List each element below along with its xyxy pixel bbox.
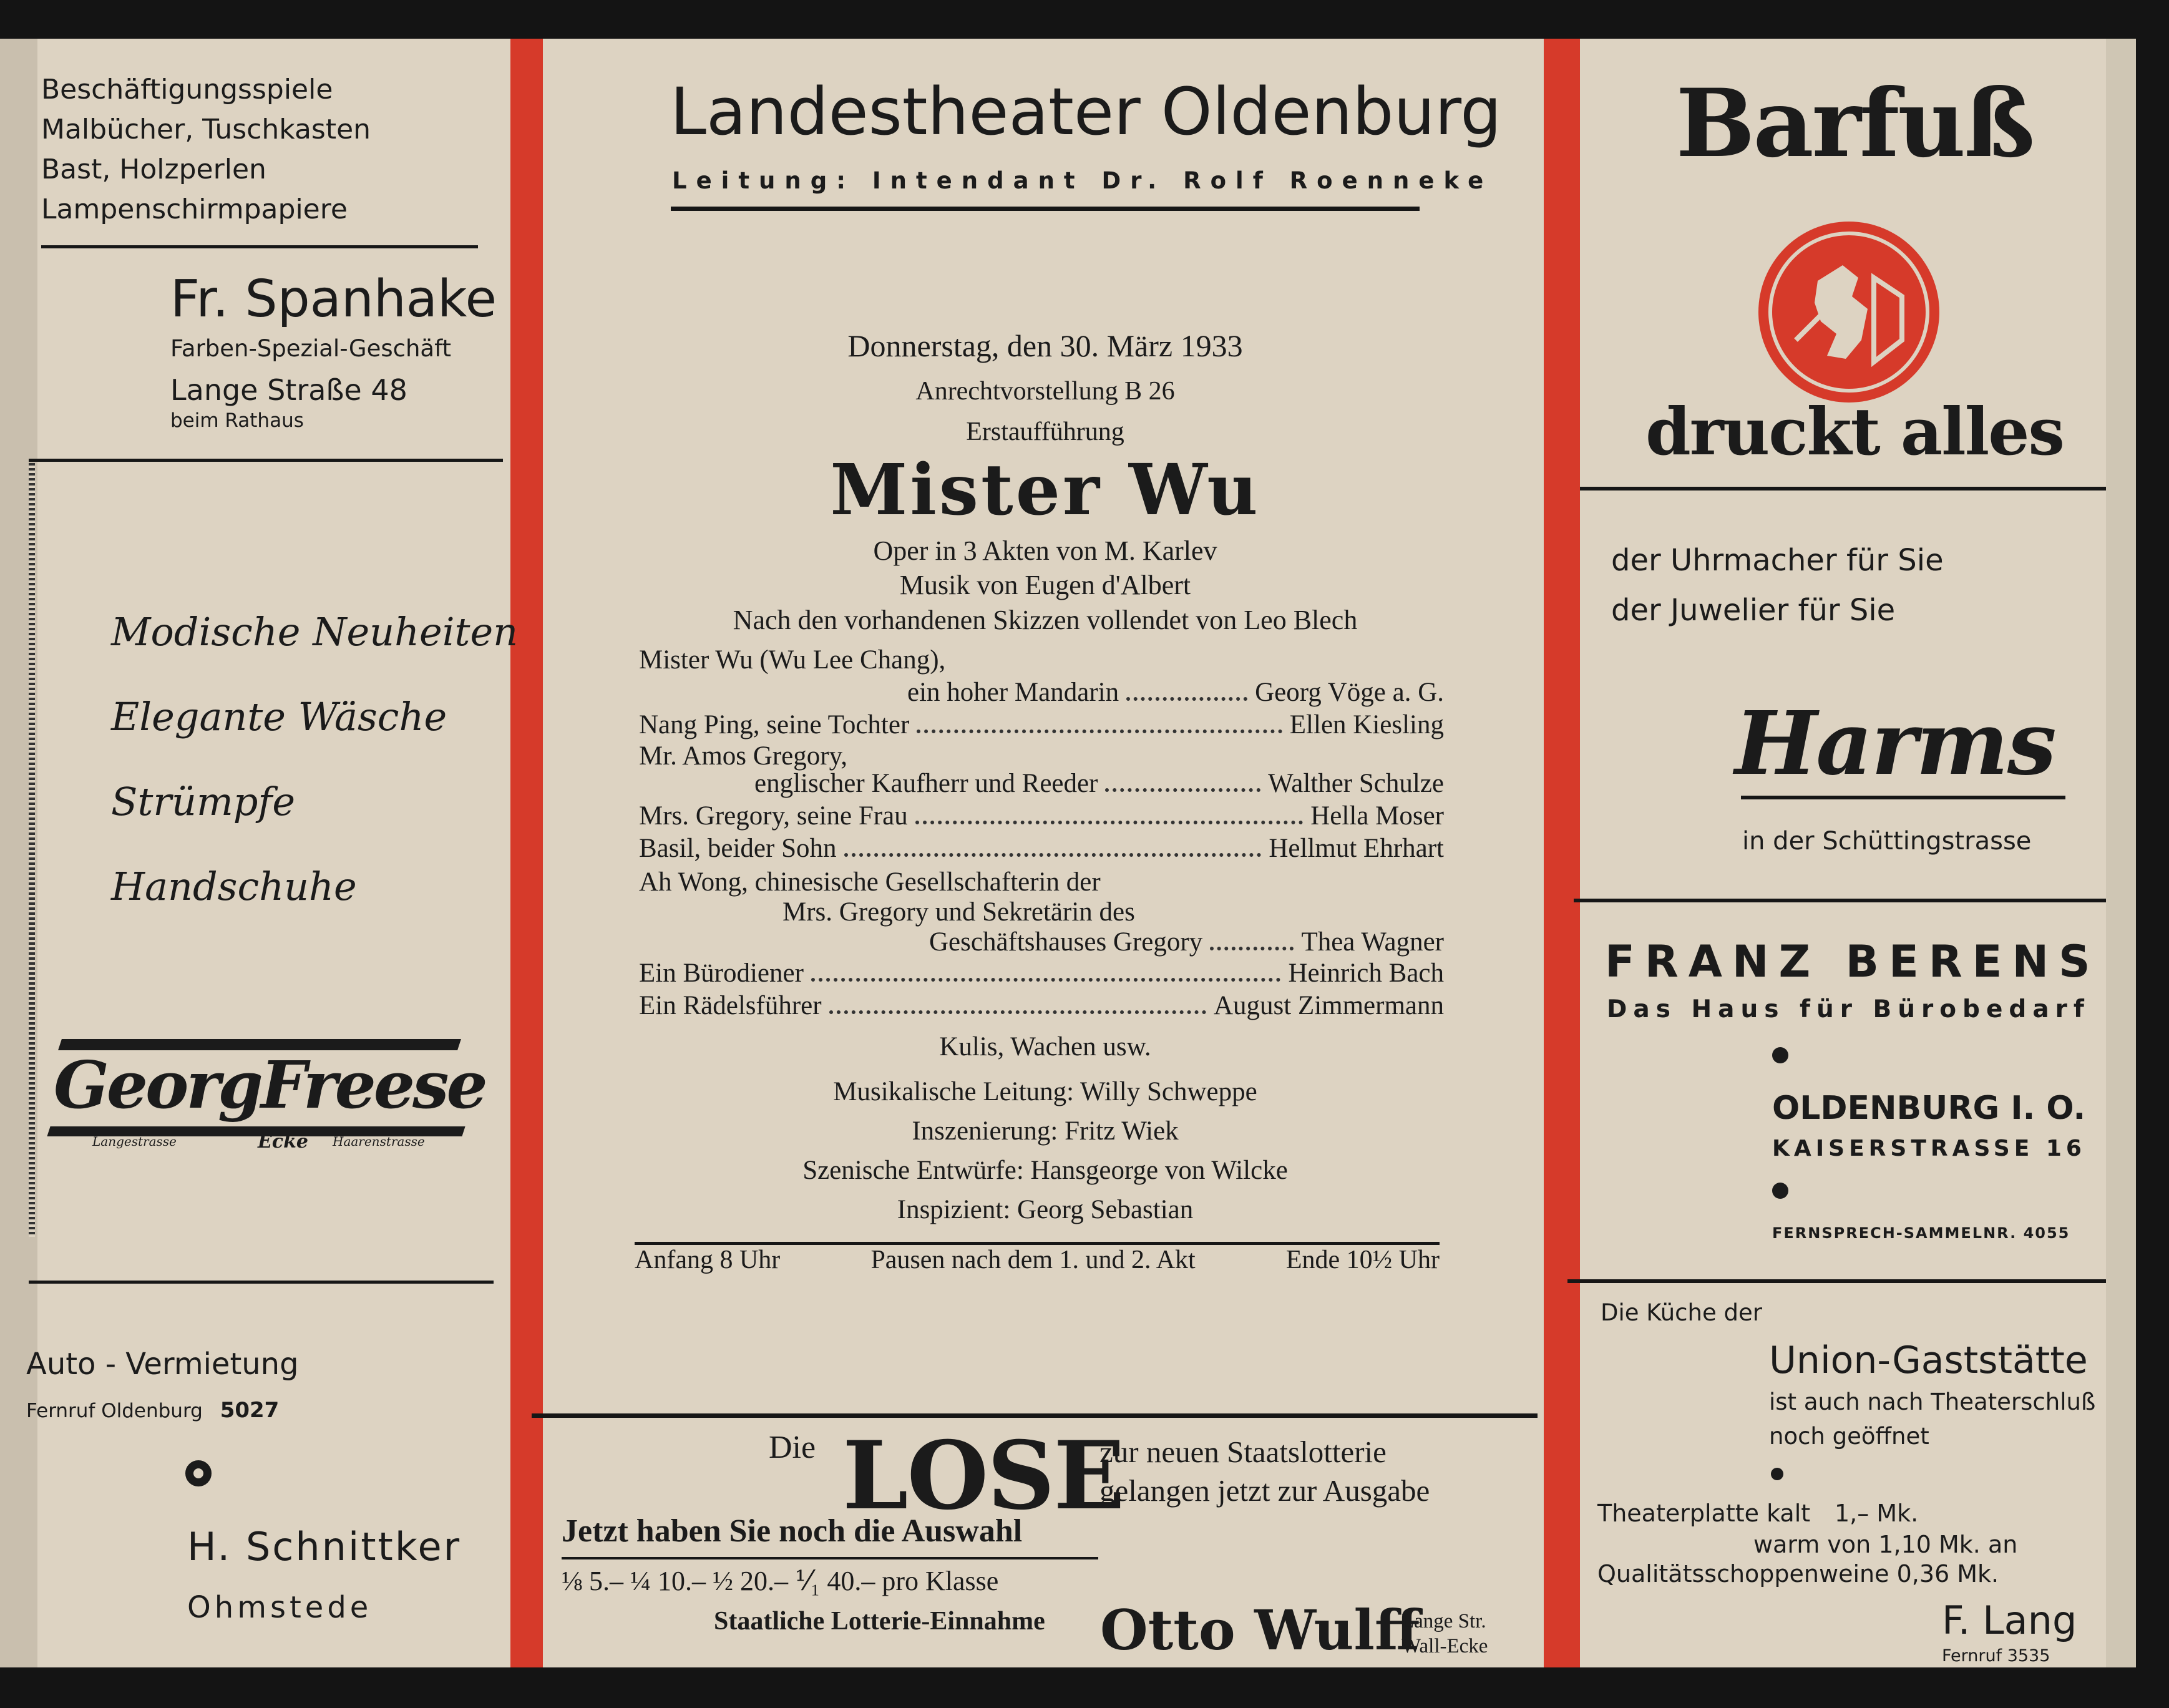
cast-role: englischer Kaufherr und Reeder	[754, 769, 1098, 798]
schedule-start: Anfang 8 Uhr	[635, 1246, 781, 1274]
cast-actor: Ellen Kiesling	[1289, 710, 1444, 739]
cast-role: Geschäftshauses Gregory	[929, 927, 1203, 957]
divider	[532, 1413, 1538, 1418]
page-edge	[2106, 39, 2136, 1667]
spanhake-name: Fr. Spanhake	[170, 270, 497, 329]
union-open2: noch geöffnet	[1769, 1423, 1929, 1450]
cast-row	[639, 833, 1444, 867]
harms-address: in der Schüttingstrasse	[1742, 827, 2032, 856]
berens-street: KAISERSTRASSE 16	[1772, 1136, 2086, 1161]
lion-icon	[1758, 222, 1939, 403]
lottery-office: Staatliche Lotterie-Einnahme	[714, 1607, 1045, 1636]
wine-price: Qualitätsschoppenweine 0,36 Mk.	[1597, 1560, 1999, 1588]
cast-actor: Heinrich Bach	[1288, 959, 1444, 988]
owner-phone: Fernruf 3535	[1942, 1646, 2050, 1666]
plate-label: Theaterplatte kalt	[1597, 1500, 1811, 1527]
fashion-item: Elegante Wäsche	[111, 694, 447, 739]
cast-list	[639, 645, 1444, 1023]
cast-row	[639, 958, 1444, 990]
cast-actor: Thea Wagner	[1301, 927, 1444, 957]
lottery-addr1: Lange Str.	[1401, 1610, 1486, 1632]
divider	[29, 459, 503, 462]
kitchen-intro: Die Küche der	[1601, 1299, 1762, 1326]
credit-line: Inspizient: Georg Sebastian	[897, 1195, 1194, 1224]
divider	[41, 245, 478, 248]
berens-city: OLDENBURG I. O.	[1772, 1090, 2086, 1127]
lottery-name: Otto Wulff	[1100, 1598, 1420, 1662]
cast-role: Mrs. Gregory, seine Frau	[639, 801, 908, 831]
schedule-pauses: Pausen nach dem 1. und 2. Akt	[870, 1246, 1196, 1274]
barfuss-tagline: druckt alles	[1645, 393, 2064, 470]
spanhake-note: beim Rathaus	[170, 409, 304, 432]
ring-ornament	[185, 1460, 212, 1486]
plate-warm: warm von 1,10 Mk. an	[1753, 1531, 2018, 1558]
subscription: Anrechtvorstellung B 26	[915, 377, 1175, 406]
fashion-item: Strümpfe	[111, 779, 296, 824]
auto-name: H. Schnittker	[187, 1524, 462, 1569]
lottery-lose: LOSE	[842, 1421, 1124, 1531]
lottery-prices: ⅛ 5.– ¼ 10.– ½ 20.– ⅟₁ 40.– pro Klasse	[562, 1566, 999, 1596]
auto-title: Auto - Vermietung	[26, 1347, 299, 1382]
cast-role: Mr. Amos Gregory,	[639, 741, 848, 771]
cast-row	[639, 801, 1444, 833]
ruler-strip	[29, 463, 35, 1237]
lottery-die: Die	[769, 1430, 816, 1465]
auto-phone: 5027	[220, 1398, 280, 1423]
plate-cold: 1,– Mk.	[1835, 1500, 1919, 1527]
opera-info: Oper in 3 Akten von M. Karlev	[873, 535, 1217, 566]
schedule-end: Ende 10½ Uhr	[1285, 1246, 1440, 1274]
cast-actor: Georg Vöge a. G.	[1255, 678, 1444, 707]
freese-corner: Ecke	[258, 1131, 309, 1153]
divider	[29, 1281, 494, 1284]
berens-tagline: Das Haus für Bürobedarf	[1607, 995, 2090, 1023]
cast-row	[639, 927, 1444, 958]
cast-role: Nang Ping, seine Tochter	[639, 710, 910, 739]
divider	[671, 207, 1420, 211]
lottery-addr2: Wall-Ecke	[1401, 1635, 1488, 1657]
cast-role: Mrs. Gregory und Sekretärin des	[782, 897, 1135, 927]
cast-role: Ah Wong, chinesische Gesellschafterin der	[639, 867, 1101, 897]
theater-direction: Leitung: Intendant Dr. Rolf Roenneke	[672, 167, 1493, 194]
cast-actor: Hella Moser	[1310, 801, 1444, 831]
cast-role: Mister Wu (Wu Lee Chang),	[639, 645, 946, 675]
craft-list	[41, 70, 371, 230]
berens-name: FRANZ BERENS	[1605, 936, 2100, 987]
auto-phone-label: Fernruf Oldenburg	[26, 1400, 203, 1422]
freese-logo-text: GeorgFreese	[54, 1047, 485, 1123]
premiere-label: Erstaufführung	[966, 417, 1124, 446]
extras: Kulis, Wachen usw.	[939, 1032, 1151, 1061]
red-divider-right	[1544, 39, 1580, 1667]
opera-title: Mister Wu	[830, 449, 1260, 531]
freese-logo	[49, 1033, 485, 1154]
performance-date: Donnerstag, den 30. März 1933	[847, 328, 1243, 363]
divider	[1574, 899, 2106, 902]
union-open1: ist auch nach Theaterschluß	[1769, 1388, 2096, 1415]
cast-role: Ein Bürodiener	[639, 959, 804, 988]
completion-credit: Nach den vorhandenen Skizzen vollendet von Leo Blech	[733, 605, 1358, 635]
bullet	[1772, 1183, 1788, 1199]
lion-emblem	[1758, 222, 1939, 403]
harms-logo: Harms	[1735, 693, 2055, 795]
craft-item: Beschäftigungsspiele	[41, 74, 333, 105]
cast-row	[639, 710, 1444, 741]
owner-name: F. Lang	[1942, 1598, 2077, 1643]
schedule-line	[635, 1245, 1440, 1275]
theater-name: Landestheater Oldenburg	[670, 74, 1502, 150]
cast-role: ein hoher Mandarin	[907, 678, 1119, 707]
fashion-list	[111, 590, 518, 929]
barfuss-logo: Barfuß	[1675, 69, 2034, 178]
lottery-line2: gelangen jetzt zur Ausgabe	[1099, 1473, 1430, 1508]
divider	[562, 1557, 1098, 1559]
cast-actor: Hellmut Ehrhart	[1269, 834, 1444, 863]
cast-actor: Walther Schulze	[1268, 769, 1444, 798]
bullet	[1771, 1468, 1783, 1480]
craft-item: Bast, Holzperlen	[41, 154, 266, 185]
divider	[1567, 1279, 2106, 1283]
cast-row	[639, 677, 1444, 710]
spanhake-subtitle: Farben-Spezial-Geschäft	[170, 335, 451, 362]
auto-phone-line	[26, 1398, 279, 1423]
cast-row	[639, 768, 1444, 801]
craft-item: Lampenschirmpapiere	[41, 193, 348, 225]
freese-street-right: Haarenstrasse	[333, 1134, 425, 1149]
divider	[1580, 487, 2106, 490]
fashion-item: Modische Neuheiten	[111, 609, 519, 655]
freese-street-left: Langestrasse	[92, 1134, 177, 1149]
lottery-choice: Jetzt haben Sie noch die Auswahl	[562, 1513, 1023, 1549]
credit-line: Inszenierung: Fritz Wiek	[912, 1116, 1179, 1146]
lottery-line1: zur neuen Staatslotterie	[1099, 1435, 1387, 1469]
bullet	[1772, 1047, 1788, 1063]
fashion-item: Handschuhe	[111, 864, 357, 909]
credit-line: Szenische Entwürfe: Hansgeorge von Wilcke	[802, 1156, 1288, 1185]
harms-underline	[1741, 796, 2065, 799]
watch-line1: der Uhrmacher für Sie	[1611, 543, 1944, 578]
credit-line: Musikalische Leitung: Willy Schweppe	[833, 1077, 1257, 1106]
lottery-address	[1401, 1609, 1488, 1659]
union-name: Union-Gaststätte	[1769, 1339, 2088, 1382]
auto-place: Ohmstede	[187, 1590, 373, 1625]
cast-row	[639, 990, 1444, 1023]
music-credit: Musik von Eugen d'Albert	[899, 570, 1191, 600]
watch-line2: der Juwelier für Sie	[1611, 593, 1896, 628]
cast-role: Ein Rädelsführer	[639, 991, 822, 1020]
cast-actor: August Zimmermann	[1213, 991, 1444, 1020]
cast-role: Basil, beider Sohn	[639, 834, 837, 863]
berens-phone: FERNSPRECH-SAMMELNR. 4055	[1772, 1224, 2070, 1242]
craft-item: Malbücher, Tuschkasten	[41, 114, 371, 145]
spanhake-address: Lange Straße 48	[170, 373, 407, 407]
